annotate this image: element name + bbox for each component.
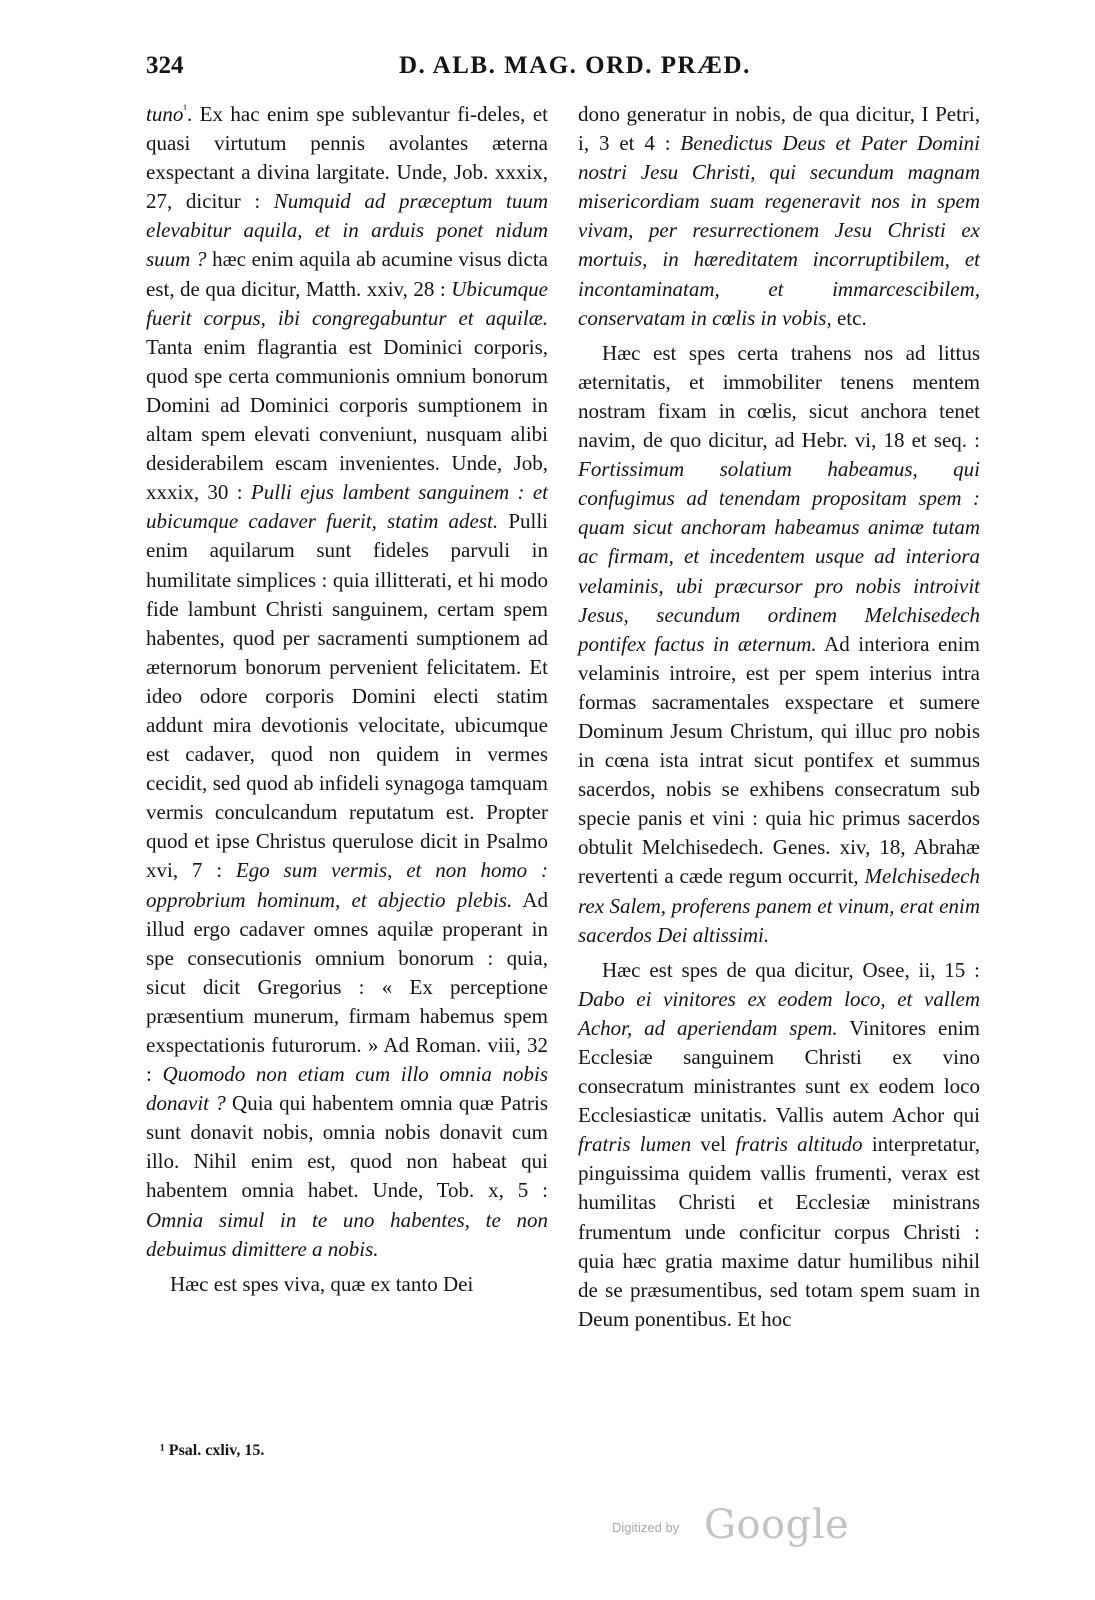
italic-quotation: Ego sum vermis, et non homo : opprobrium hominum, et abjectio plebis. [146, 858, 548, 912]
right-paragraph-1 [578, 100, 980, 333]
text-span: Ad interiora enim velaminis introire, est per spem interius intra formas sacramentales exspectare et sumere Dominum Jesum Christum, qui illuc pro nobis in cœna ista intrat sicut pontifex et summus sacerdos, nobis se exhibens consecratum sub specie panis et vini : quia hic primus sacerdos obtulit Melchisedech. Genes. xiv, 18, Abrahæ revertenti a cæde regum occurrit, [578, 631, 980, 889]
italic-quotation: Omnia simul in te uno habentes, te non debuimus dimittere a nobis. [146, 1207, 548, 1261]
footnote: ¹ Psal. cxliv, 15. [160, 1442, 265, 1459]
text-span: Ad illud ergo cadaver omnes aquilæ properant in spe consecutionis omnium bonorum : quia, sicut dicit Gregorius : « Ex perceptione præsentium munerum, firmam habemus spem exspectationis futurorum. » Ad Roman. viii, 32 : [146, 887, 548, 1087]
text-span: Vinitores enim Ecclesiæ sanguinem Christi ex vino consecratum ministrantes sunt ex eodem loco Ecclesiasticæ unitatis. Vallis autem Achor qui [578, 1015, 980, 1128]
watermark-prefix: Digitized by [612, 1520, 680, 1535]
text-span: Hæc est spes certa trahens nos ad littus æternitatis, et immobiliter tenens mentem nostram fixam in cœlis, sicut anchora tenet navim, de quo dicitur, ad Hebr. vi, 18 et seq. : [578, 340, 980, 453]
left-paragraph-2 [146, 1270, 548, 1299]
running-header [146, 52, 980, 92]
italic-quotation: Benedictus Deus et Pater Domini nostri Jesu Christi, qui secundum magnam misericordiam suam regeneravit nos in spem vivam, per resurrectionem Jesu Christi ex mortuis, in hæreditatem incorruptibilem, et incontaminatam, et immarcescibilem, conservatam in cœlis in vobis, [578, 131, 980, 330]
text-span: . Ex hac enim spe sublevantur fi-deles, et quasi virtutum pennis avolantes æterna exspectant a divina largitate. Unde, Job. xxxix, 27, dicitur : [146, 102, 548, 214]
digitization-watermark [612, 1502, 872, 1552]
left-paragraph-1 [146, 100, 548, 1264]
right-column [578, 100, 980, 1334]
text-span: hæc enim aquila ab acumine visus dicta est, de qua dicitur, Matth. xxiv, 28 : [146, 247, 548, 301]
italic-term: fratris lumen [578, 1132, 692, 1157]
italic-quotation: Fortissimum solatium habeamus, qui confugimus ad tenendam propositam spem : quam sicut anchoram habeamus animæ tutam ac firmam, et incedentem usque ad interiora velaminis, ubi præcursor pro nobis introivit Jesus, secundum ordinem Melchisedech pontifex factus in æternum. [578, 457, 980, 656]
page-number: 324 [146, 52, 184, 79]
text-span: Hæc est spes de qua dicitur, Osee, ii, 15 : [602, 957, 980, 982]
italic-quotation: Melchisedech rex Salem, proferens panem et vinum, erat enim sacerdos Dei altissimi. [578, 864, 980, 947]
right-paragraph-3 [578, 956, 980, 1334]
text-span: dono generatur in nobis, de qua dicitur, I Petri, i, 3 et 4 : [578, 102, 980, 156]
running-head-title: D. ALB. MAG. ORD. PRÆD. [399, 52, 751, 79]
text-span: Pulli enim aquilarum sunt fideles parvuli in humilitate simplices : quia illitterati, et hi modo fide lambunt Christi sanguinem, certam spem habentes, quod per sacramenti sumptionem ad æternorum bonorum pervenient felicitatem. Et ideo odore corporis Domini electi statim addunt mira devotionis velocitate, ubicumque est cadaver, quod non quidem in vermes cecidit, sed quod ab infideli synagoga tamquam vermis conculcandum reputatum est. Propter quod et ipse Christus querulose dicit in Psalmo xvi, 7 : [146, 509, 548, 883]
text-span: Quia qui habentem omnia quæ Patris sunt donavit nobis, omnia nobis donavit cum illo. Nihil enim est, quod non habeat qui habentem omnia habet. Unde, Tob. x, 5 : [146, 1091, 548, 1203]
italic-quotation: Ubicumque fuerit corpus, ibi congregabuntur et aquilæ. [146, 276, 548, 330]
italic-quotation: Pulli ejus lambent sanguinem : et ubicumque cadaver fuerit, statim adest. [146, 480, 548, 534]
text-span: Hæc est spes viva, quæ ex tanto Dei [170, 1271, 474, 1296]
google-logo: Google [704, 1502, 850, 1548]
left-column [146, 100, 548, 1299]
text-span: etc. [831, 305, 867, 330]
text-span: interpretatur, pinguissima quidem vallis frumenti, verax est humilitas Christi et Ecclesiæ ministrans frumentum unde conficitur corpus Christi : quia hæc gratia maxime datur humilibus nihil de se præsumentibus, sed totam spem suam in Deum ponentibus. Et hoc [578, 1132, 981, 1331]
text-span: vel [691, 1132, 736, 1157]
text-span: tuno [146, 102, 184, 126]
footnote-marker: ¹ [183, 102, 187, 116]
text-span: Tanta enim flagrantia est Dominici corporis, quod spe certa communionis omnium bonorum Domini ad Dominici corporis sumptionem in altam spem elevati conveniunt, nusquam alibi desiderabilem escam invenientes. Unde, Job, xxxix, 30 : [146, 334, 548, 505]
italic-quotation: Quomodo non etiam cum illo omnia nobis donavit ? [146, 1062, 548, 1116]
italic-quotation: Dabo ei vinitores ex eodem loco, et vallem Achor, ad aperiendam spem. [578, 986, 980, 1040]
italic-quotation: Numquid ad præceptum tuum elevabitur aquila, et in arduis ponet nidum suum ? [146, 189, 549, 272]
italic-term: fratris altitudo [735, 1132, 863, 1157]
right-paragraph-2 [578, 339, 980, 950]
